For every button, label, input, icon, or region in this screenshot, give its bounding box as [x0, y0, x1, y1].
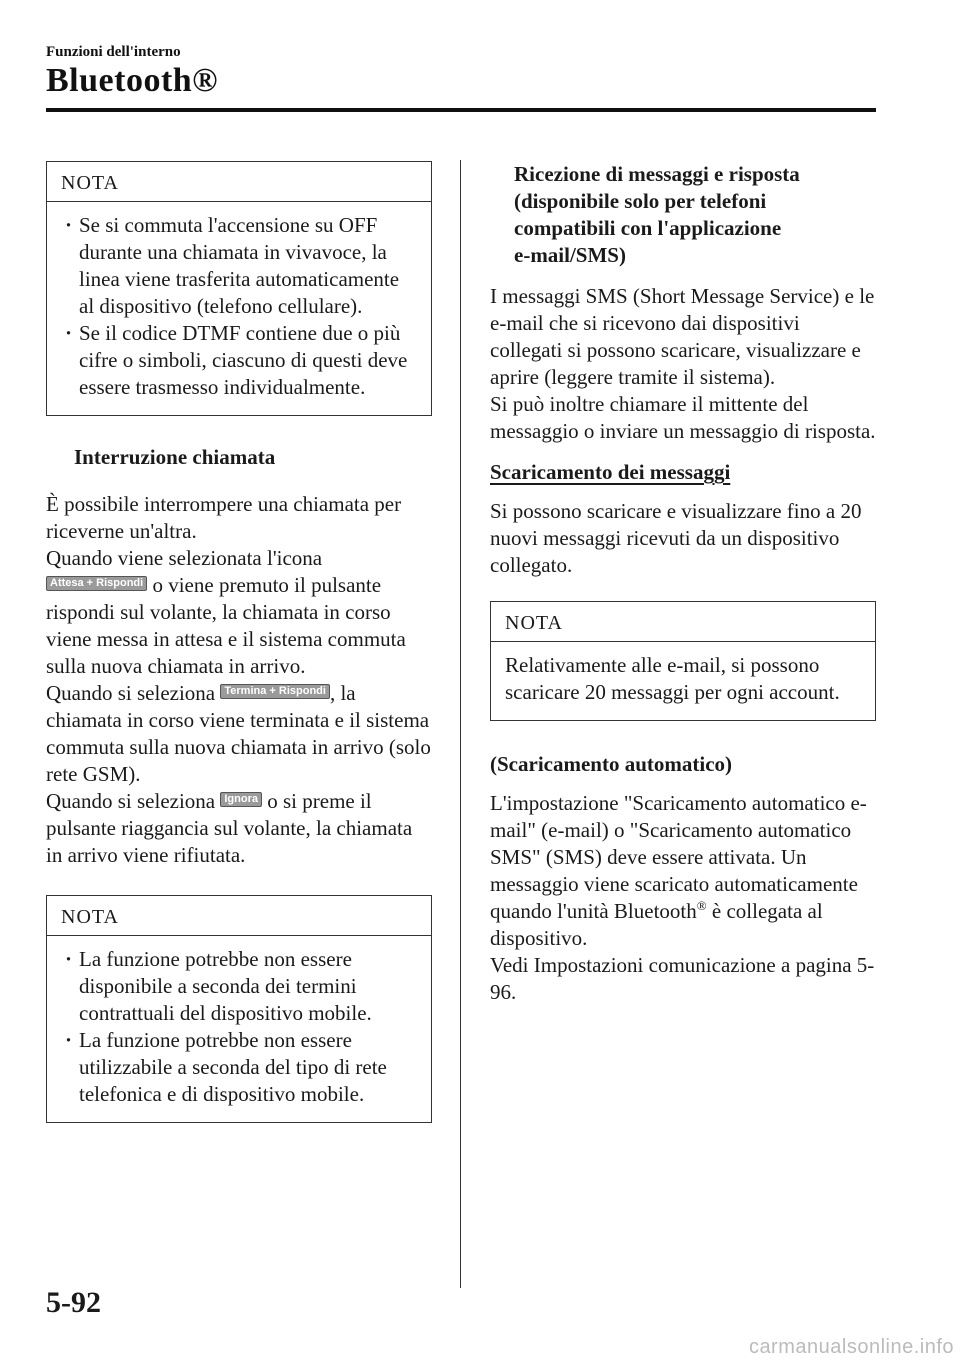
note-item: · La funzione potrebbe non essere disponibile a seconda dei termini contrattuali del dispositivo mobile.: [61, 946, 417, 1027]
note-box-2: [46, 895, 432, 1123]
page-number: 5-92: [46, 1286, 101, 1319]
note-label: NOTA: [491, 602, 875, 642]
paragraph: L'impostazione "Scaricamento automatico e-mail" (e-mail) o "Scaricamento automatico SMS" (SMS) deve essere attivata. Un messaggio viene scaricato automaticamente quando l'unità Bluetooth® è collegata al dispositivo.: [490, 791, 867, 950]
subheading-automatico: (Scaricamento automatico): [490, 752, 733, 776]
right-column: [490, 161, 876, 1006]
paragraph: I messaggi SMS (Short Message Service) e le e-mail che si ricevono dai dispositivi collegati si possono scaricare, visualizzare e aprire (leggere tramite il sistema).: [490, 284, 875, 389]
paragraph: Quando viene selezionata l'icona Attesa + Rispondi o viene premuto il pulsante rispondi sul volante, la chiamata in corso viene messa in attesa e il sistema commuta sulla nuova chiamata in arrivo.: [46, 546, 406, 678]
paragraph: Quando si seleziona Ignora o si preme il pulsante riaggancia sul volante, la chiamata in arrivo viene rifiutata.: [46, 789, 413, 867]
attesa-rispondi-button: Attesa + Rispondi: [46, 576, 147, 591]
note-label: NOTA: [47, 162, 431, 202]
subheading-scaricamento: Scaricamento dei messaggi: [490, 460, 731, 484]
note-item: · La funzione potrebbe non essere utilizzabile a seconda del tipo di rete telefonica e di dispositivo mobile.: [61, 1027, 417, 1108]
note-label: NOTA: [47, 896, 431, 936]
paragraph: Si possono scaricare e visualizzare fino a 20 nuovi messaggi ricevuti da un dispositivo collegato.: [490, 499, 862, 577]
square-bullet-icon: [46, 453, 58, 465]
section-heading-ricezione: Ricezione di messaggi e risposta (disponibile solo per telefoni compatibili con l'applicazione e-mail/SMS): [514, 162, 800, 267]
ignora-button: Ignora: [220, 792, 262, 807]
header-rule: [46, 108, 876, 112]
note-box-3: [490, 601, 876, 721]
column-divider: [460, 160, 461, 1288]
left-column: [46, 161, 432, 1123]
note-item: · Se il codice DTMF contiene due o più cifre o simboli, ciascuno di questi deve essere trasmesso individualmente.: [61, 320, 417, 401]
termina-rispondi-button: Termina + Rispondi: [220, 684, 330, 699]
note-item: · Se si commuta l'accensione su OFF durante una chiamata in vivavoce, la linea viene trasferita automaticamente al dispositivo (telefono cellulare).: [61, 212, 417, 320]
paragraph: È possibile interrompere una chiamata per riceverne un'altra.: [46, 492, 402, 543]
chapter-title: Bluetooth®: [46, 62, 219, 99]
note-text: Relativamente alle e-mail, si possono scaricare 20 messaggi per ogni account.: [505, 653, 840, 704]
paragraph: Si può inoltre chiamare il mittente del messaggio o inviare un messaggio di risposta.: [490, 392, 876, 443]
paragraph: Vedi Impostazioni comunicazione a pagina 5-96.: [490, 953, 875, 1004]
section-heading-interruzione: Interruzione chiamata: [46, 444, 432, 471]
watermark: carmanualsonline.info: [748, 1336, 954, 1358]
paragraph: Quando si seleziona Termina + Rispondi , la chiamata in corso viene terminata e il sistema commuta sulla nuova chiamata in arrivo (solo rete GSM).: [46, 681, 431, 786]
note-box-1: [46, 161, 432, 416]
section-label: Funzioni dell'interno: [46, 44, 181, 60]
